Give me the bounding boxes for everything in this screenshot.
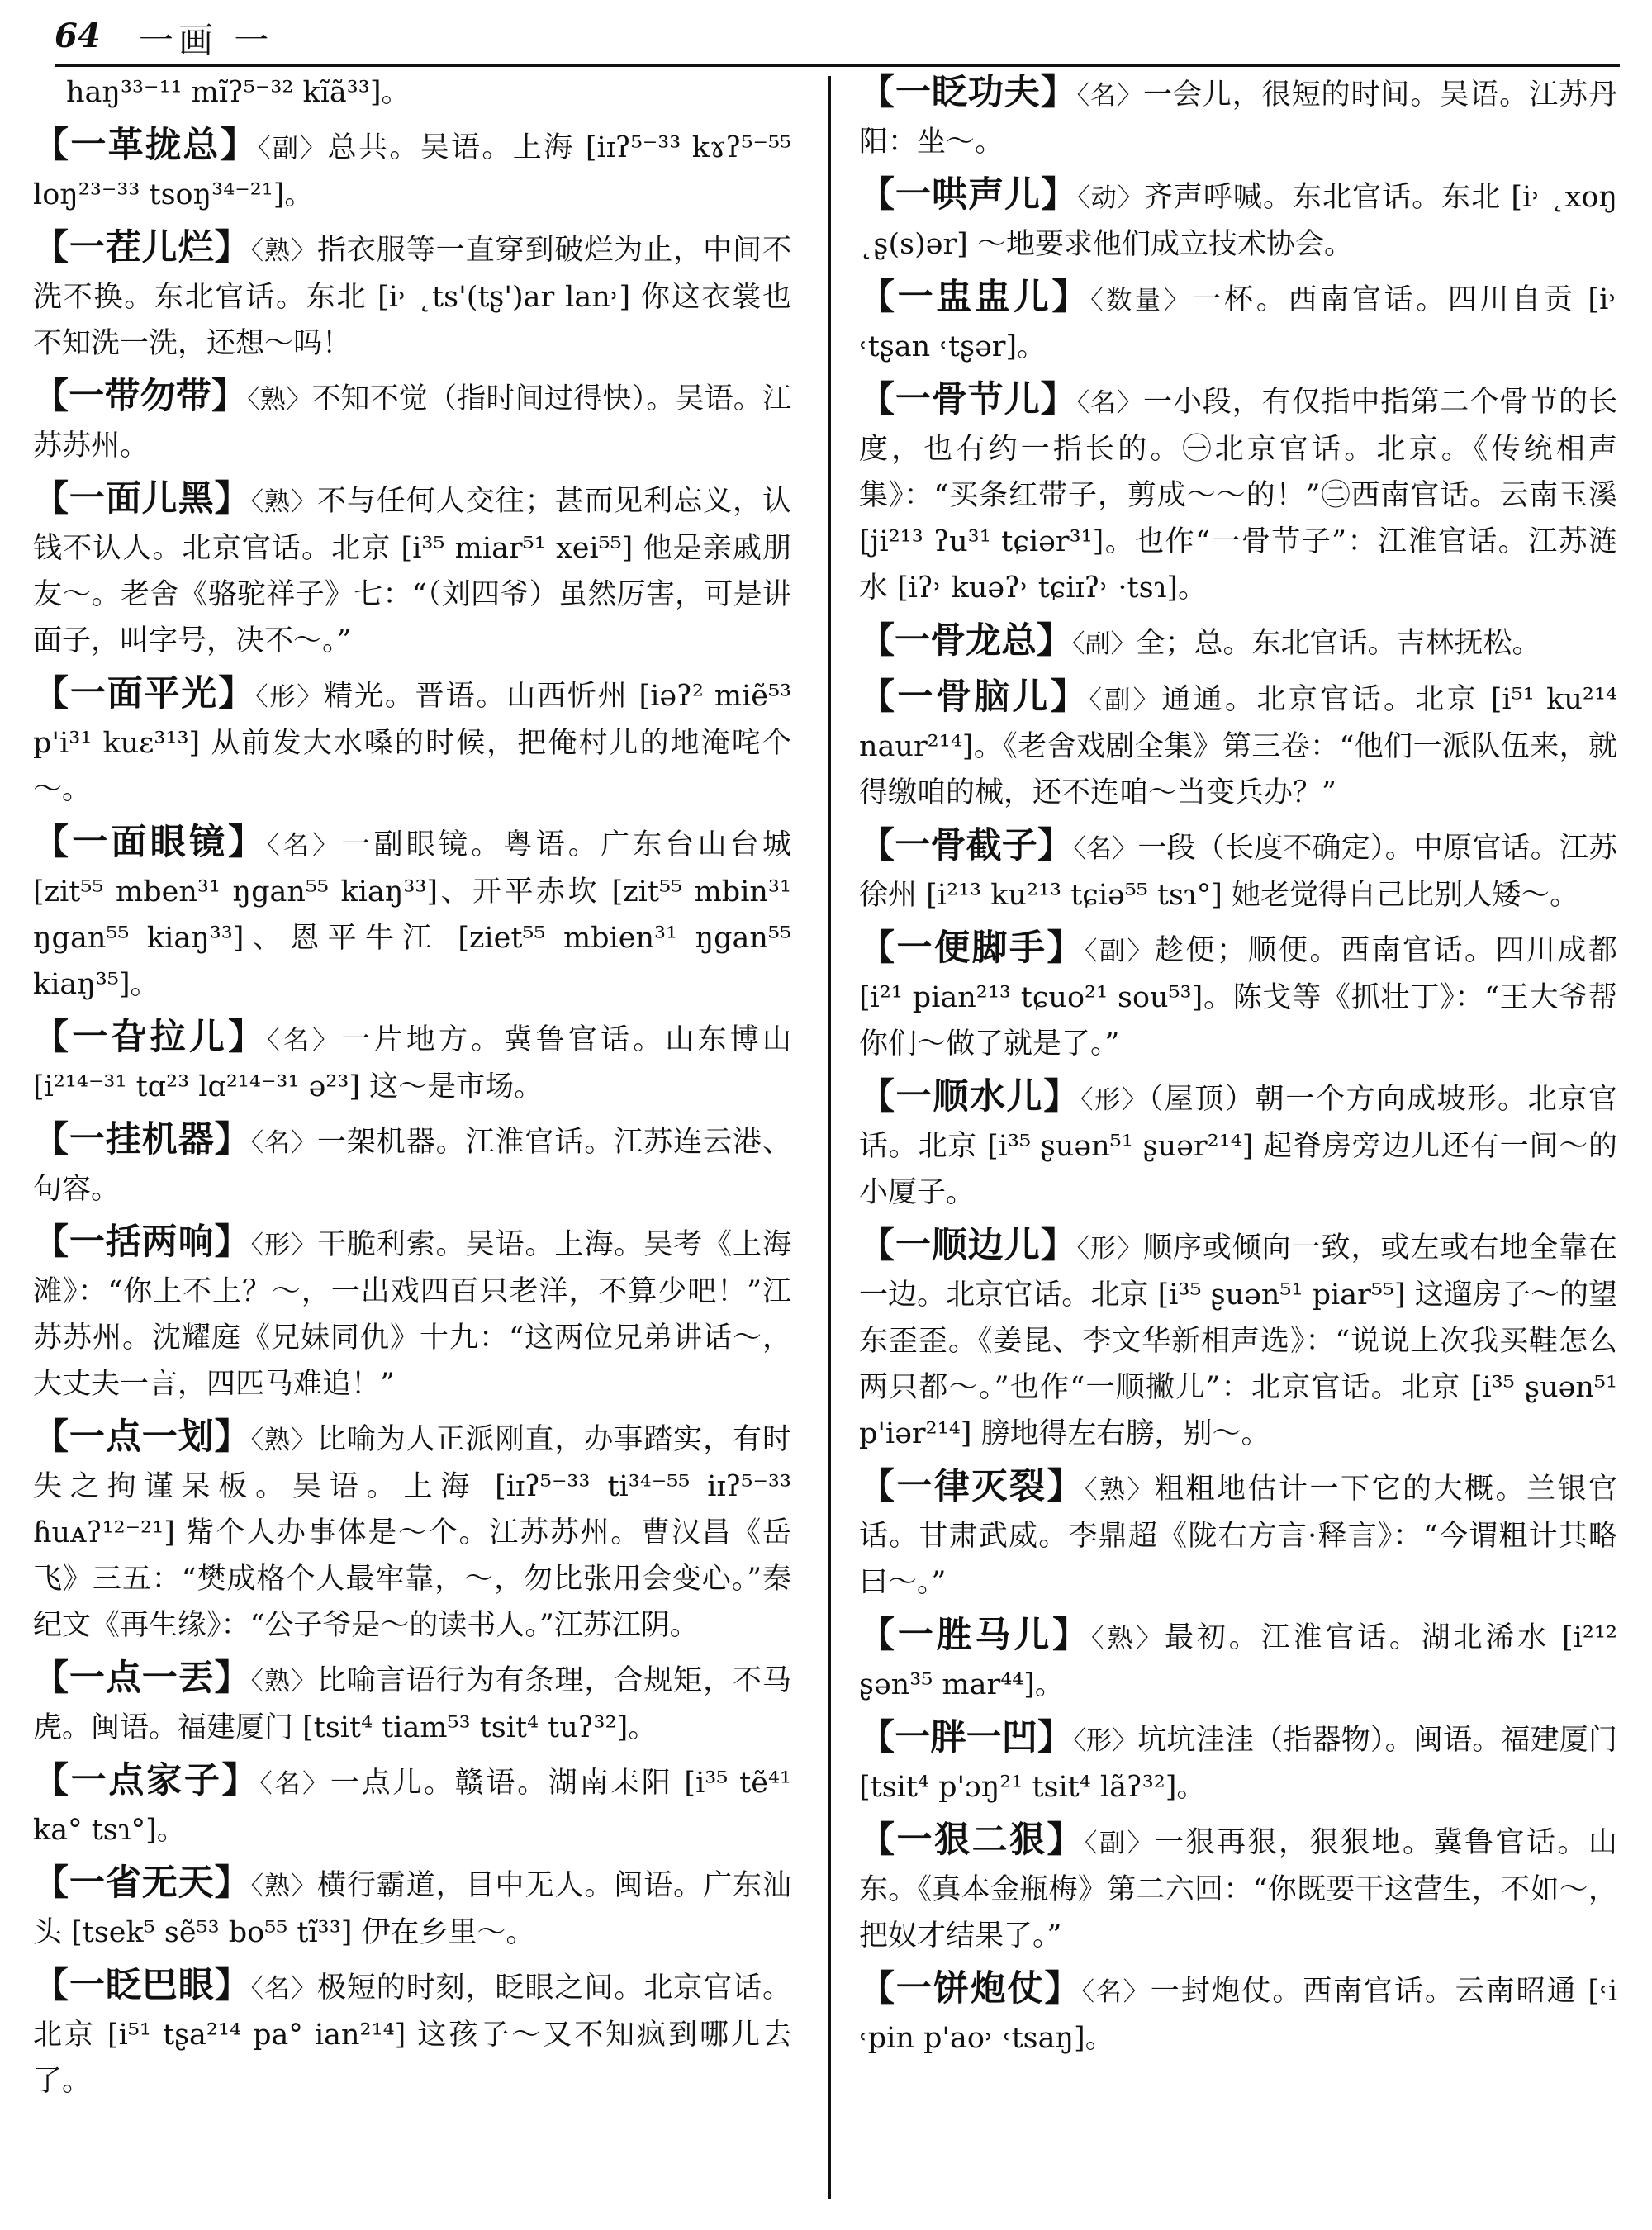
column-divider (828, 76, 831, 2199)
dictionary-entry (859, 69, 1617, 165)
page-header (55, 12, 1620, 64)
entry-headword: 【一旮拉儿】 (33, 1017, 268, 1058)
entry-definition: 全；总。东北官话。吉林抚松。 (1136, 627, 1541, 660)
entry-headword: 【一胖一凹】 (859, 1717, 1074, 1758)
entry-definition: 不知不觉（指时间过得快）。吴语。江苏苏州。 (33, 382, 792, 463)
entry-headword: 【一顺边儿】 (859, 1225, 1077, 1266)
entry-headword: 【一面儿黑】 (33, 478, 251, 520)
part-of-speech: 〈熟〉 (250, 1667, 317, 1696)
part-of-speech: 〈副〉 (1072, 629, 1137, 659)
dictionary-entry (33, 1014, 791, 1110)
entry-headword: 【一点一丟】 (33, 1658, 251, 1699)
part-of-speech: 〈名〉 (250, 1128, 317, 1158)
entry-headword: 【一饼炮仗】 (859, 1968, 1082, 2009)
part-of-speech: 〈熟〉 (250, 487, 317, 517)
part-of-speech: 〈名〉 (250, 1974, 317, 2004)
entry-definition: 不与任何人交往；甚而见利忘义，认钱不认人。北京官话。北京 [i³⁵ miar⁵¹ xei⁵⁵] 他是亲戚朋友～。老舍《骆驼祥子》七：“（刘四爷）虽然厉害，可是讲面子，叫字号，决不～。” (33, 485, 791, 657)
part-of-speech: 〈熟〉 (250, 1872, 317, 1901)
dictionary-entry (33, 373, 791, 469)
entry-headword: 【一革拢总】 (33, 125, 259, 166)
entry-headword: 【一带勿带】 (33, 376, 248, 417)
entry-definition: 通通。北京官话。北京 [i⁵¹ ku²¹⁴ naur²¹⁴]。《老舍戏剧全集》第三卷：“他们一派队伍来，就得缴咱的械，还不连咱～当变兵办？” (859, 683, 1618, 809)
dictionary-entry (859, 618, 1617, 667)
dictionary-entry (859, 1074, 1617, 1216)
part-of-speech: 〈副〉 (1085, 937, 1155, 966)
dictionary-entry (33, 1414, 791, 1649)
entry-headword: 【一狠二狠】 (859, 1820, 1085, 1861)
dictionary-entry (859, 1464, 1617, 1606)
dictionary-entry (33, 819, 791, 1008)
dictionary-entry (33, 671, 791, 813)
part-of-speech: 〈名〉 (267, 1026, 342, 1056)
entry-definition: 一点儿。赣语。湖南耒阳 [i³⁵ tẽ⁴¹ ka° tsɿ°]。 (33, 1767, 792, 1847)
entry-definition: 一小段，有仅指中指第二个骨节的长度，也有约一指长的。㊀北京官话。北京。《传统相声集》：“买条红带子，剪成～～的！”㊁西南官话。云南玉溪 [ji²¹³ ʔu³¹ tɕiər³¹]。也作“一骨节子”：江淮官话。江苏涟水 [iʔ˒ kuəʔ˒ tɕiɪʔ˒ ·tsɿ]。 (859, 386, 1617, 605)
dictionary-entry (859, 274, 1617, 370)
dictionary-entry (859, 1817, 1617, 1959)
entry-definition: 横行霸道，目中无人。闽语。广东汕头 [tsek⁵ sẽ⁵³ bo⁵⁵ tĩ³³] 伊在乡里～。 (33, 1869, 791, 1949)
header-rule (55, 64, 1620, 67)
part-of-speech: 〈形〉 (250, 1231, 317, 1260)
entry-definition: （屋顶）朝一个方向成坡形。北京官话。北京 [i³⁵ ʂuən⁵¹ ʂuər²¹⁴] 起脊房旁边儿还有一间～的小厦子。 (859, 1083, 1617, 1209)
part-of-speech: 〈副〉 (1089, 686, 1162, 715)
entry-definition: 一架机器。江淮官话。江苏连云港、句容。 (33, 1126, 791, 1206)
entry-definition: 一片地方。冀鲁官话。山东博山 [i²¹⁴⁻³¹ tɑ²³ lɑ²¹⁴⁻³¹ ə²³] 这～是市场。 (33, 1023, 792, 1103)
entry-headword: 【一律灭裂】 (859, 1466, 1085, 1507)
dictionary-entry (859, 1612, 1617, 1708)
entry-headword: 【一省无天】 (33, 1862, 251, 1904)
entry-definition: haŋ³³⁻¹¹ mĩʔ⁵⁻³² kĩã³³]。 (66, 76, 411, 109)
right-column (859, 69, 1617, 2068)
dictionary-entry (33, 69, 791, 116)
part-of-speech: 〈形〉 (255, 682, 325, 712)
entry-headword: 【一面平光】 (33, 673, 256, 714)
entry-definition: 极短的时刻，眨眼之间。北京官话。北京 [i⁵¹ tʂa²¹⁴ pa° ian²¹⁴] 这孩子～又不知疯到哪儿去了。 (33, 1971, 791, 2098)
part-of-speech: 〈名〉 (1076, 388, 1143, 418)
dictionary-entry (33, 1219, 791, 1407)
entry-headword: 【一骨截子】 (859, 825, 1074, 866)
part-of-speech: 〈形〉 (1080, 1085, 1149, 1115)
dictionary-entry (859, 1222, 1617, 1457)
part-of-speech: 〈副〉 (258, 134, 328, 164)
dictionary-entry (33, 1860, 791, 1956)
dictionary-entry (33, 1655, 791, 1751)
entry-headword: 【一眨巴眼】 (33, 1965, 251, 2006)
part-of-speech: 〈名〉 (267, 831, 342, 861)
dictionary-entry (859, 377, 1617, 611)
dictionary-entry (33, 1962, 791, 2104)
entry-definition: 指衣服等一直穿到破烂为止，中间不洗不换。东北官话。东北 [i˒ ˛ts'(tʂ')ar lan˒] 你这衣裳也不知洗一洗，还想～吗！ (33, 234, 791, 360)
entry-headword: 【一顺水儿】 (859, 1076, 1080, 1117)
dictionary-entry (33, 122, 791, 218)
entry-definition: 一杯。西南官话。四川自贡 [i˒ ˓tʂan ˓tʂər]。 (859, 283, 1618, 363)
part-of-speech: 〈形〉 (1073, 1726, 1138, 1756)
dictionary-entry (33, 225, 791, 367)
entry-definition: 比喻为人正派刚直，办事踏实，有时失之拘谨呆板。吴语。上海 [iɪʔ⁵⁻³³ ti³⁴⁻⁵⁵ iɪʔ⁵⁻³³ ɦuᴀʔ¹²⁻²¹] 觜个人办事体是～个。江苏苏州。曹汉昌《岳飞》三五：“樊成格个人最牢靠，～，勿比张用会变心。”秦纪文《再生缘》：“公子爷是～的读书人。”江苏江阴。 (33, 1423, 791, 1642)
entry-headword: 【一眨功夫】 (859, 72, 1077, 113)
entry-headword: 【一盅盅儿】 (859, 277, 1091, 318)
entry-headword: 【一骨龙总】 (859, 620, 1072, 662)
left-column (33, 69, 791, 2111)
entry-definition: 粗粗地估计一下它的大概。兰银官话。甘肃武威。李鼎超《陇右方言·释言》：“今谓粗计其略曰～。” (859, 1473, 1617, 1599)
entry-headword: 【一胜马儿】 (859, 1615, 1092, 1656)
entry-definition: 比喻言语行为有条理，合规矩，不马虎。闽语。福建厦门 [tsit⁴ tiam⁵³ tsit⁴ tuʔ³²]。 (33, 1664, 791, 1744)
dictionary-entry (859, 1715, 1617, 1810)
part-of-speech: 〈熟〉 (250, 1426, 317, 1455)
dictionary-entry (33, 1758, 791, 1853)
dictionary-entry (859, 823, 1617, 918)
entry-definition: 精光。晋语。山西忻州 [iəʔ² miẽ⁵³ p'i³¹ kuɛ³¹³] 从前发大水嗓的时候，把俺村儿的地淹咤个～。 (33, 680, 792, 806)
part-of-speech: 〈名〉 (259, 1769, 330, 1799)
entry-definition: 一封炮仗。西南官话。云南昭通 [˓i ˓pin p'ao˒ ˓tsaŋ]。 (859, 1975, 1618, 2055)
part-of-speech: 〈熟〉 (1091, 1624, 1165, 1654)
entry-definition: 坑坑洼洼（指器物）。闽语。福建厦门 [tsit⁴ p'ɔŋ²¹ tsit⁴ lãʔ³²]。 (859, 1724, 1618, 1804)
entry-definition: 总共。吴语。上海 [iɪʔ⁵⁻³³ kɤʔ⁵⁻⁵⁵ loŋ²³⁻³³ tsoŋ³⁴⁻²¹]。 (33, 131, 792, 211)
entry-headword: 【一点家子】 (33, 1760, 260, 1801)
entry-definition: 齐声呼喊。东北官话。东北 [i˒ ˛xoŋ ˛ʂ(s)ər] ～地要求他们成立技术协会。 (859, 181, 1618, 261)
entry-headword: 【一茬儿烂】 (33, 227, 251, 268)
entry-headword: 【一面眼镜】 (33, 822, 268, 863)
entry-definition: 最初。江淮官话。湖北浠水 [i²¹² ʂən³⁵ mar⁴⁴]。 (859, 1621, 1618, 1701)
dictionary-entry (859, 674, 1617, 816)
part-of-speech: 〈副〉 (1085, 1829, 1155, 1858)
entry-definition: 顺序或倾向一致，或左或右地全靠在一边。北京官话。北京 [i³⁵ ʂuən⁵¹ piar⁵⁵] 这遛房子～的望东歪歪。《姜昆、李文华新相声选》：“说说上次我买鞋怎么两只都～。”也作“一顺撇儿”：北京官话。北京 [i³⁵ ʂuən⁵¹ p'iər²¹⁴] 膀地得左右膀，别～。 (859, 1231, 1617, 1450)
part-of-speech: 〈熟〉 (250, 236, 317, 266)
part-of-speech: 〈名〉 (1076, 81, 1143, 111)
part-of-speech: 〈动〉 (1077, 183, 1144, 213)
dictionary-entry (859, 172, 1617, 268)
entry-headword: 【一骨节儿】 (859, 379, 1077, 420)
dictionary-entry (33, 1117, 791, 1212)
entry-headword: 【一挂机器】 (33, 1119, 251, 1160)
part-of-speech: 〈熟〉 (1085, 1475, 1155, 1505)
entry-definition: 一副眼镜。粤语。广东台山台城 [zit⁵⁵ mben³¹ ŋgan⁵⁵ kiaŋ³³]、开平赤坎 [zit⁵⁵ mbin³¹ ŋgan⁵⁵ kiaŋ³³]、恩平牛江 [ziet⁵⁵ mbien³¹ ŋgan⁵⁵ kiaŋ³⁵]。 (33, 828, 792, 1001)
part-of-speech: 〈名〉 (1073, 834, 1138, 864)
part-of-speech: 〈熟〉 (247, 385, 312, 415)
entry-headword: 【一便脚手】 (859, 928, 1085, 969)
entry-headword: 【一骨脑儿】 (859, 676, 1089, 718)
entry-headword: 【一括两响】 (33, 1222, 251, 1263)
part-of-speech: 〈形〉 (1076, 1234, 1143, 1264)
entry-definition: 一狠再狠，狠狠地。冀鲁官话。山东。《真本金瓶梅》第二六回：“你既要干这营生，不如～，把奴才结果了。” (859, 1826, 1617, 1952)
dictionary-entry (33, 476, 791, 664)
running-head: 一画 一 (139, 20, 274, 60)
part-of-speech: 〈名〉 (1081, 1977, 1151, 2007)
entry-headword: 【一点一划】 (33, 1416, 251, 1458)
entry-definition: 干脆利索。吴语。上海。吴考《上海滩》：“你上不上？～，一出戏四百只老洋，不算少吧！”江苏苏州。沈耀庭《兄妹同仇》十九：“这两位兄弟讲话～，大丈夫一言，四匹马难追！” (33, 1228, 791, 1401)
entry-definition: 一会儿，很短的时间。吴语。江苏丹阳：坐～。 (859, 78, 1617, 159)
part-of-speech: 〈数量〉 (1090, 286, 1193, 316)
page-number: 64 (55, 17, 101, 55)
dictionary-entry (859, 1966, 1617, 2062)
entry-headword: 【一哄声儿】 (859, 174, 1078, 216)
entry-definition: 趁便；顺便。西南官话。四川成都 [i²¹ pian²¹³ tɕuo²¹ sou⁵³]。陈戈等《抓壮丁》：“王大爷帮你们～做了就是了。” (859, 934, 1617, 1060)
entry-definition: 一段（长度不确定）。中原官话。江苏徐州 [i²¹³ ku²¹³ tɕiə⁵⁵ tsɿ°] 她老觉得自己比别人矮～。 (859, 832, 1618, 912)
dictionary-entry (859, 925, 1617, 1067)
